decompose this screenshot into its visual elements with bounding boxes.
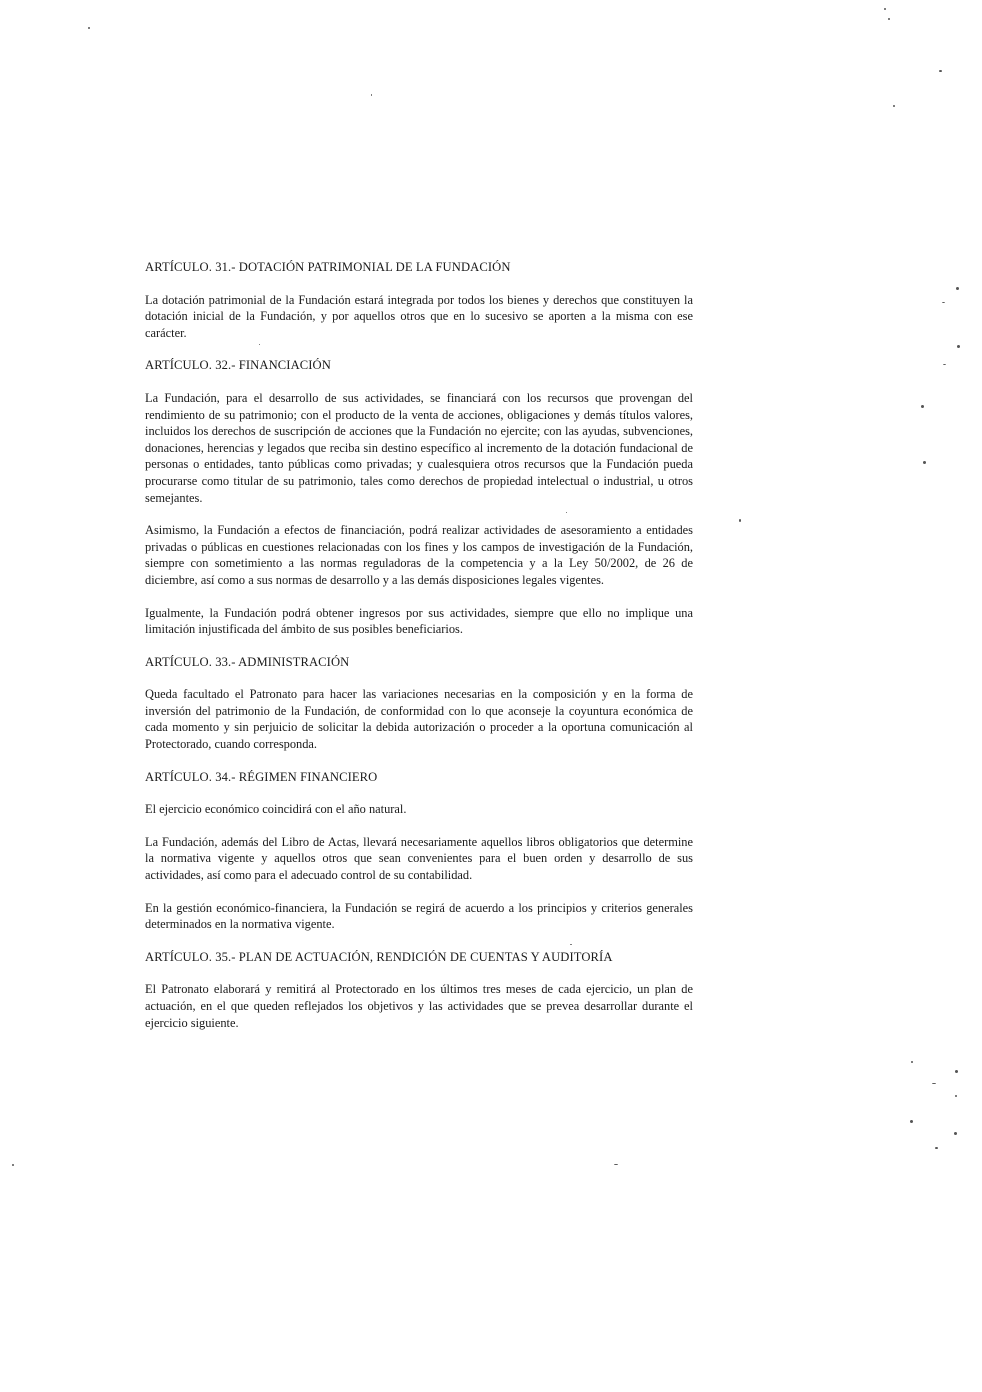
scan-speck	[955, 1070, 958, 1073]
article-32-paragraph-3: Igualmente, la Fundación podrá obtener ingresos por sus actividades, siempre que ello no implique una limitación injustificada del ámbito de sus posibles beneficiarios.	[145, 605, 693, 637]
article-31-heading: ARTÍCULO. 31.- DOTACIÓN PATRIMONIAL DE LA FUNDACIÓN	[145, 260, 511, 274]
article-34-paragraph-3: En la gestión económico-financiera, la Fundación se regirá de acuerdo a los principios y criterios generales determinados en la normativa vigente.	[145, 900, 693, 932]
scan-speck	[739, 519, 741, 522]
scan-speck	[371, 94, 372, 96]
article-35-heading: ARTÍCULO. 35.- PLAN DE ACTUACIÓN, RENDICIÓN DE CUENTAS Y AUDITORÍA	[145, 949, 613, 964]
scan-speck	[956, 287, 959, 290]
article-34-paragraph-2: La Fundación, además del Libro de Actas, llevará necesariamente aquellos libros obligatorios que determine la normativa vigente y aquellos otros que sean convenientes para el buen orden y desarrollo de sus actividades, así como para el adecuado control de su contabilidad.	[145, 834, 693, 883]
scan-speck	[939, 70, 942, 72]
article-34-paragraph-1: El ejercicio económico coincidirá con el año natural.	[145, 802, 407, 817]
scan-speck	[923, 461, 926, 464]
scan-speck	[910, 1120, 913, 1123]
scan-speck	[911, 1061, 913, 1063]
scan-speck	[893, 105, 895, 107]
scan-speck	[12, 1164, 14, 1166]
article-33-heading: ARTÍCULO. 33.- ADMINISTRACIÓN	[145, 654, 350, 669]
scan-speck	[614, 1164, 618, 1165]
article-34-heading: ARTÍCULO. 34.- RÉGIMEN FINANCIERO	[145, 769, 378, 784]
scan-speck	[932, 1083, 936, 1084]
scan-speck	[884, 8, 886, 10]
document-body	[145, 259, 693, 1047]
article-35-paragraph-1: El Patronato elaborará y remitirá al Protectorado en los últimos tres meses de cada ejercicio, un plan de actuación, en el que queden reflejados los objetivos y las actividades que se prevea desarrollar durante el ejercicio siguiente.	[145, 982, 693, 1030]
scan-speck	[921, 405, 924, 408]
scan-speck	[954, 1132, 957, 1135]
article-32-heading: ARTÍCULO. 32.- FINANCIACIÓN	[145, 358, 331, 373]
scan-speck	[888, 18, 890, 20]
article-32-paragraph-1: La Fundación, para el desarrollo de sus actividades, se financiará con los recursos que provengan del rendimiento de su patrimonio; con el producto de la venta de acciones, obligaciones y demás títulos valores, incluidos los derechos de suscripción de acciones que la Fundación no ejercite; con las ayudas, subvenciones, donaciones, herencias y legados que reciba sin destino específico al incremento de la dotación fundacional de personas o entidades, tanto públicas como privadas; y cualesquiera otros recursos que la Fundación pueda procurarse como titular de su patrimonio, tales como derechos de propiedad intelectual o industrial, u otros semejantes.	[145, 390, 693, 505]
article-32-paragraph-2: Asimismo, la Fundación a efectos de financiación, podrá realizar actividades de asesoramiento a entidades privadas o públicas en cuestiones relacionadas con los fines y los campos de investigación de la Fundación, siempre con sometimiento a las normas reguladoras de la competencia y a la Ley 50/2002, de 26 de diciembre, así como a sus normas de desarrollo y a las demás disposiciones legales vigentes.	[145, 523, 693, 587]
scan-speck	[957, 345, 960, 348]
article-31-paragraph-1: La dotación patrimonial de la Fundación estará integrada por todos los bienes y derechos que constituyen la dotación inicial de la Fundación, y por aquellos otros que en lo sucesivo se aporten a la misma con ese carácter.	[145, 292, 693, 340]
article-33-paragraph-1: Queda facultado el Patronato para hacer las variaciones necesarias en la composición y en la forma de inversión del patrimonio de la Fundación, de conformidad con lo que aconseje la coyuntura económica de cada momento y sin perjuicio de solicitar la debida autorización o proceder a la oportuna comunicación al Protectorado, cuando corresponda.	[145, 687, 693, 752]
scan-speck	[942, 302, 945, 303]
scan-speck	[88, 27, 90, 29]
scan-speck	[935, 1147, 938, 1149]
scan-speck	[955, 1095, 957, 1097]
scan-speck	[943, 364, 946, 365]
